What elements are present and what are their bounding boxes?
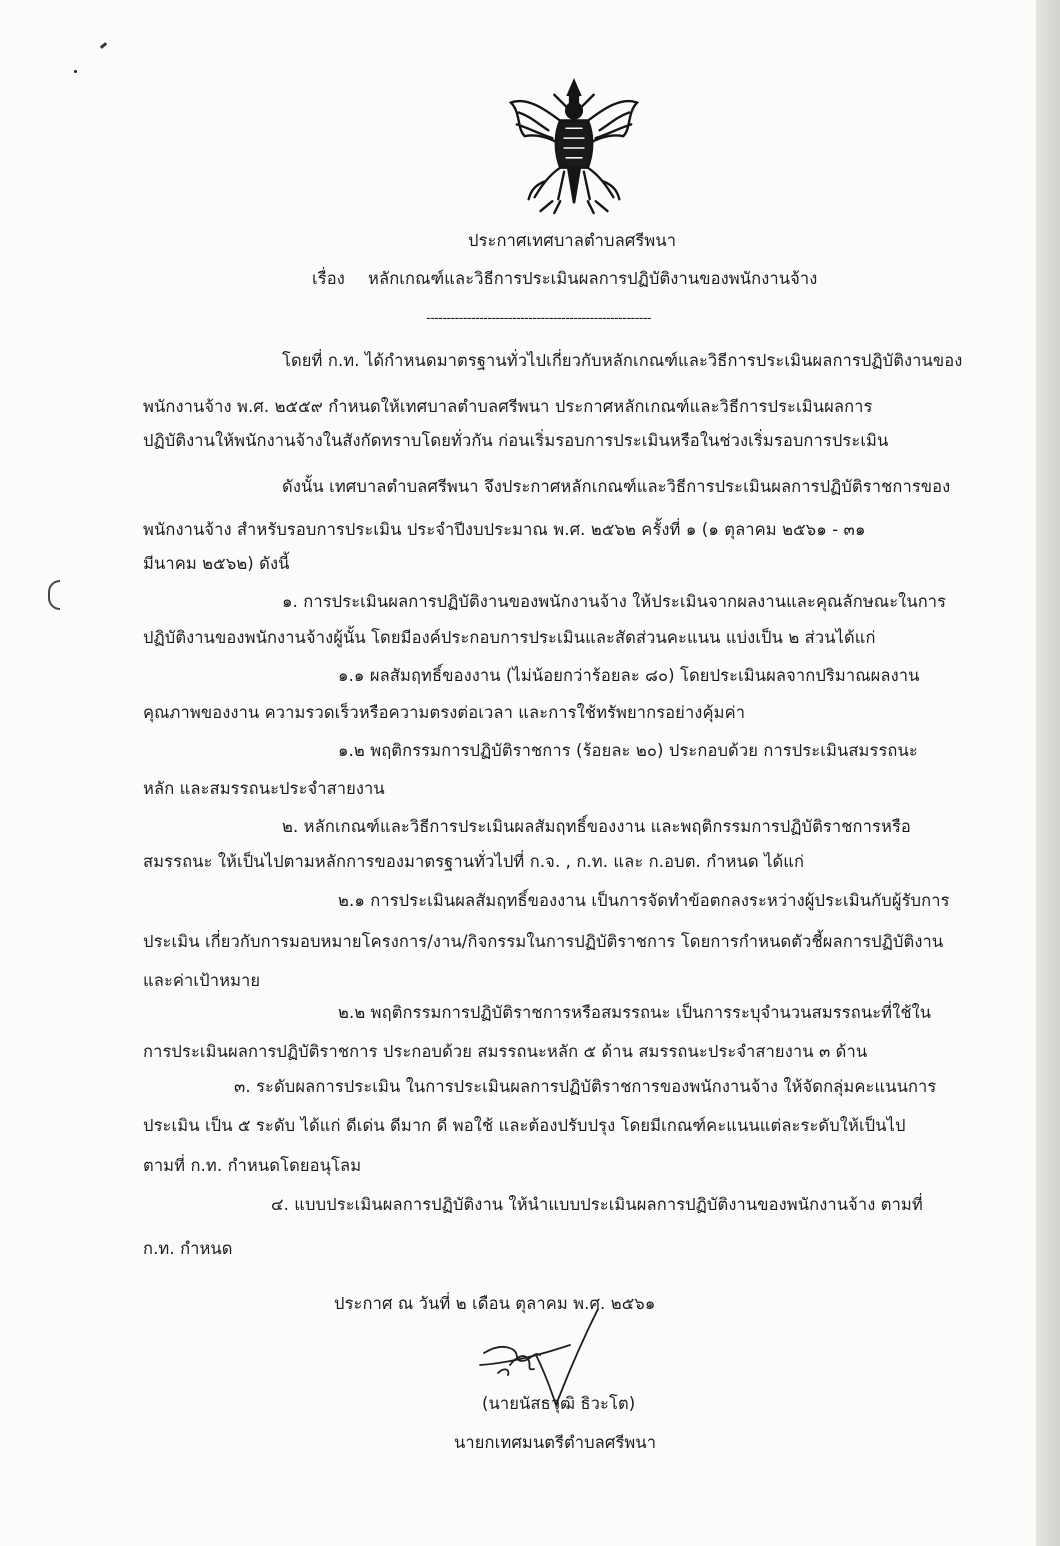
page-shadow-edge bbox=[1036, 0, 1060, 1546]
body-line: ๓. ระดับผลการประเมิน ในการประเมินผลการปฏิบัติราชการของพนักงานจ้าง ให้จัดกลุ่มคะแนนการ bbox=[234, 1077, 937, 1096]
signer-title: นายกเทศมนตรีตำบลศรีพนา bbox=[454, 1433, 657, 1452]
body-line: และค่าเป้าหมาย bbox=[143, 971, 261, 990]
body-line: ประเมิน เป็น ๕ ระดับ ได้แก่ ดีเด่น ดีมาก ดี พอใช้ และต้องปรับปรุง โดยมีเกณฑ์คะแนนแต่ละระดับให้เป็นไป bbox=[143, 1116, 906, 1135]
body-line: มีนาคม ๒๕๖๒) ดังนี้ bbox=[143, 554, 290, 573]
ink-speck bbox=[74, 70, 77, 73]
header-divider: ------------------------------------------------------- bbox=[426, 311, 652, 326]
subject-title: หลักเกณฑ์และวิธีการประเมินผลการปฏิบัติงานของพนักงานจ้าง bbox=[368, 269, 818, 288]
body-line: ๒.๒ พฤติกรรมการปฏิบัติราชการหรือสมรรถนะ เป็นการระบุจำนวนสมรรถนะที่ใช้ใน bbox=[338, 1003, 932, 1022]
body-line: ๒.๑ การประเมินผลสัมฤทธิ์ของงาน เป็นการจัดทำข้อตกลงระหว่างผู้ประเมินกับผู้รับการ bbox=[338, 891, 950, 910]
body-line: พนักงานจ้าง พ.ศ. ๒๕๕๙ กำหนดให้เทศบาลตำบลศรีพนา ประกาศหลักเกณฑ์และวิธีการประเมินผลการ bbox=[143, 397, 873, 416]
body-line: ๔. แบบประเมินผลการปฏิบัติงาน ให้นำแบบประเมินผลการปฏิบัติงานของพนักงานจ้าง ตามที่ bbox=[271, 1195, 923, 1214]
body-line: คุณภาพของงาน ความรวดเร็วหรือความตรงต่อเวลา และการใช้ทรัพยากรอย่างคุ้มค่า bbox=[143, 703, 746, 722]
issuer-title: ประกาศเทศบาลตำบลศรีพนา bbox=[468, 231, 677, 250]
body-line: โดยที่ ก.ท. ได้กำหนดมาตรฐานทั่วไปเกี่ยวกับหลักเกณฑ์และวิธีการประเมินผลการปฏิบัติงานของ bbox=[282, 351, 963, 370]
body-line: ๑.๒ พฤติกรรมการปฏิบัติราชการ (ร้อยละ ๒๐) ประกอบด้วย การประเมินสมรรถนะ bbox=[338, 741, 918, 760]
body-line: ตามที่ ก.ท. กำหนดโดยอนุโลม bbox=[143, 1156, 362, 1175]
subject-label: เรื่อง bbox=[312, 269, 345, 288]
body-line: พนักงานจ้าง สำหรับรอบการประเมิน ประจำปีงบประมาณ พ.ศ. ๒๕๖๒ ครั้งที่ ๑ (๑ ตุลาคม ๒๕๖๑ - ๓๑ bbox=[143, 520, 866, 539]
punch-mark bbox=[48, 580, 60, 610]
body-line: ๑.๑ ผลสัมฤทธิ์ของงาน (ไม่น้อยกว่าร้อยละ ๘๐) โดยประเมินผลจากปริมาณผลงาน bbox=[338, 666, 920, 685]
announcement-date: ประกาศ ณ วันที่ ๒ เดือน ตุลาคม พ.ศ. ๒๕๖๑ bbox=[334, 1294, 656, 1313]
body-line: ๑. การประเมินผลการปฏิบัติงานของพนักงานจ้าง ให้ประเมินจากผลงานและคุณลักษณะในการ bbox=[282, 592, 947, 611]
body-line: ดังนั้น เทศบาลตำบลศรีพนา จึงประกาศหลักเกณฑ์และวิธีการประเมินผลการปฏิบัติราชการของ bbox=[282, 477, 951, 496]
garuda-emblem bbox=[505, 72, 643, 222]
body-line: หลัก และสมรรถนะประจำสายงาน bbox=[143, 779, 385, 798]
body-line: ประเมิน เกี่ยวกับการมอบหมายโครงการ/งาน/กิจกรรมในการปฏิบัติราชการ โดยการกำหนดตัวชี้ผลการปฏิบัติงาน bbox=[143, 932, 944, 951]
body-line: การประเมินผลการปฏิบัติราชการ ประกอบด้วย สมรรถนะหลัก ๕ ด้าน สมรรถนะประจำสายงาน ๓ ด้าน bbox=[143, 1042, 868, 1061]
body-line: ๒. หลักเกณฑ์และวิธีการประเมินผลสัมฤทธิ์ของงาน และพฤติกรรมการปฏิบัติราชการหรือ bbox=[282, 817, 911, 836]
body-line: ก.ท. กำหนด bbox=[143, 1239, 233, 1258]
signer-name: (นายนัสธวุฒิ ธิวะโต) bbox=[482, 1394, 636, 1413]
body-line: ปฏิบัติงานของพนักงานจ้างผู้นั้น โดยมีองค์ประกอบการประเมินและสัดส่วนคะแนน แบ่งเป็น ๒ ส่วนได้แก่ bbox=[143, 628, 876, 647]
body-line: สมรรถนะ ให้เป็นไปตามหลักการของมาตรฐานทั่วไปที่ ก.จ. , ก.ท. และ ก.อบต. กำหนด ได้แก่ bbox=[143, 852, 805, 871]
ink-speck bbox=[100, 42, 107, 49]
body-line: ปฏิบัติงานให้พนักงานจ้างในสังกัดทราบโดยทั่วกัน ก่อนเริ่มรอบการประเมินหรือในช่วงเริ่มรอบการประเมิน bbox=[143, 431, 889, 450]
